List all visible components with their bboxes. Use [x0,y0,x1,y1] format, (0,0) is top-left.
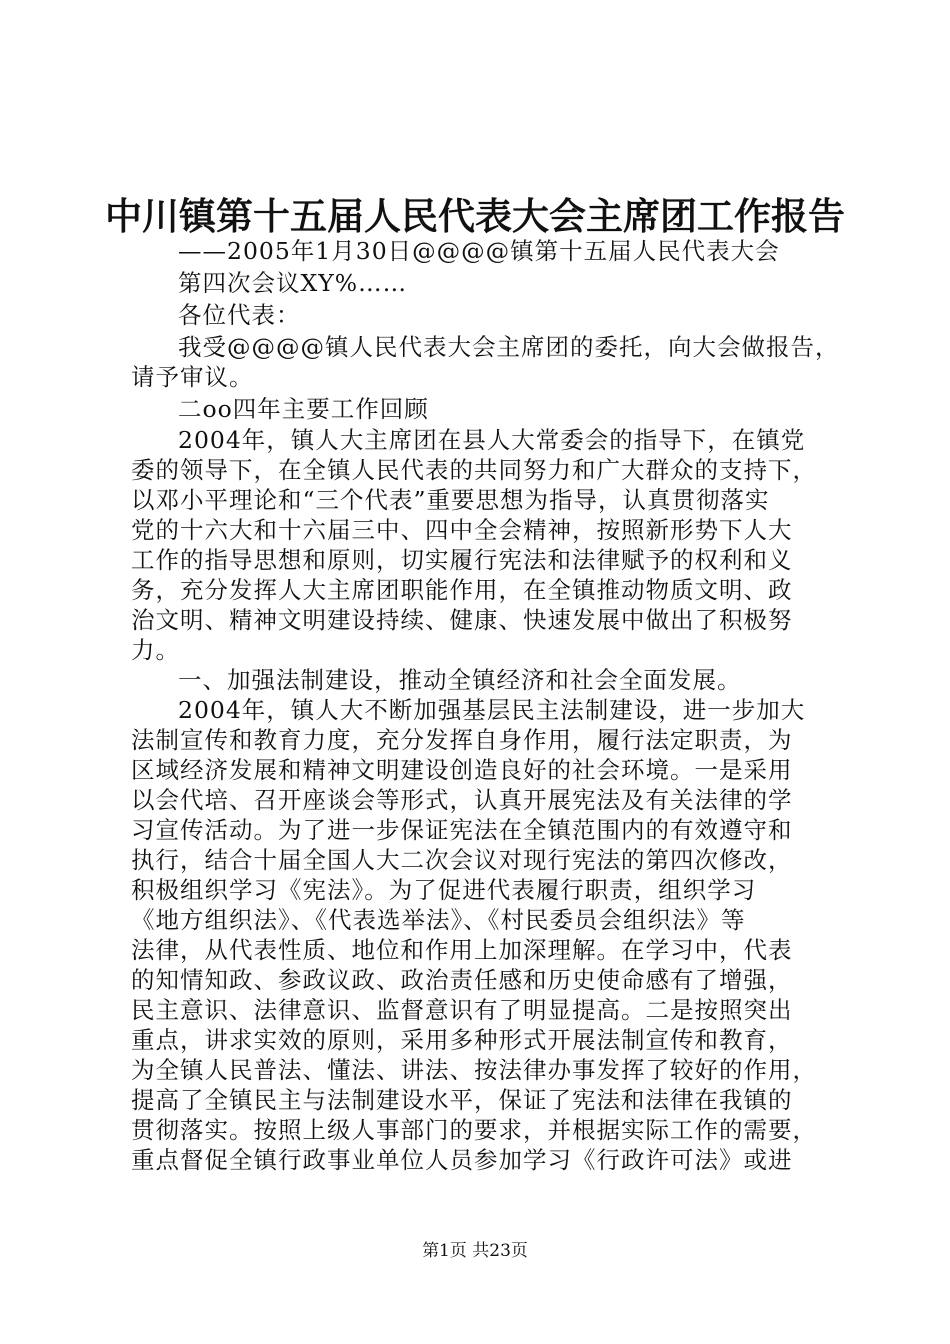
body-line: 为全镇人民普法、懂法、讲法、按法律办事发挥了较好的作用， [131,1056,817,1084]
body-line: 以会代培、召开座谈会等形式，认真开展宪法及有关法律的学 [131,786,793,814]
body-line: 以邓小平理论和“三个代表”重要思想为指导，认真贯彻落实 [131,486,770,514]
body-line: 提高了全镇民主与法制建设水平，保证了宪法和法律在我镇的 [131,1086,793,1114]
body-line: 党的十六大和十六届三中、四中全会精神，按照新形势下人大 [131,516,793,544]
body-line: 民主意识、法律意识、监督意识有了明显提高。二是按照突出 [131,996,793,1024]
body-line: 重点督促全镇行政事业单位人员参加学习《行政许可法》或进 [131,1146,793,1174]
body-line: 法制宣传和教育力度，充分发挥自身作用，履行法定职责，为 [131,726,793,754]
body-line: 委的领导下，在全镇人民代表的共同努力和广大群众的支持下， [131,456,817,484]
section-heading: 二oo四年主要工作回顾 [178,395,429,423]
body-line: 重点，讲求实效的原则，采用多种形式开展法制宣传和教育， [131,1026,793,1054]
section-heading: 一、加强法制建设，推动全镇经济和社会全面发展。 [178,666,742,694]
body-line: 习宣传活动。为了进一步保证宪法在全镇范围内的有效遵守和 [131,816,793,844]
body-line: 务，充分发挥人大主席团职能作用，在全镇推动物质文明、政 [131,576,793,604]
body-line: 力。 [131,636,180,664]
subtitle-line-1: ——2005年1月30日@@@@镇第十五届人民代表大会 [178,237,780,265]
body-line: 的知情知政、参政议政、政治责任感和历史使命感有了增强， [131,966,793,994]
body-line: 我受@@@@镇人民代表大会主席团的委托，向大会做报告， [178,333,840,361]
body-line: 2004年，镇人大不断加强基层民主法制建设，进一步加大 [178,696,806,724]
subtitle-line-2: 第四次会议XY%…… [178,269,408,297]
body-line: 《地方组织法》、《代表选举法》、《村民委员会组织法》等 [131,906,746,934]
body-line: 贯彻落实。按照上级人事部门的要求，并根据实际工作的需要， [131,1116,817,1144]
body-line: 区域经济发展和精神文明建设创造良好的社会环境。一是采用 [131,756,793,784]
body-line: 治文明、精神文明建设持续、健康、快速发展中做出了积极努 [131,606,793,634]
document-title: 中川镇第十五届人民代表大会主席团工作报告 [105,194,845,238]
body-line: 积极组织学习《宪法》。为了促进代表履行职责，组织学习 [131,876,757,904]
body-line: 2004年，镇人大主席团在县人大常委会的指导下，在镇党 [178,426,806,454]
body-line: 工作的指导思想和原则，切实履行宪法和法律赋予的权利和义 [131,546,793,574]
salutation: 各位代表： [178,301,301,329]
body-line: 请予审议。 [131,363,254,391]
body-line: 法律，从代表性质、地位和作用上加深理解。在学习中，代表 [131,936,793,964]
body-line: 执行，结合十届全国人大二次会议对现行宪法的第四次修改， [131,846,793,874]
page-number-footer: 第1页 共23页 [422,1241,528,1261]
